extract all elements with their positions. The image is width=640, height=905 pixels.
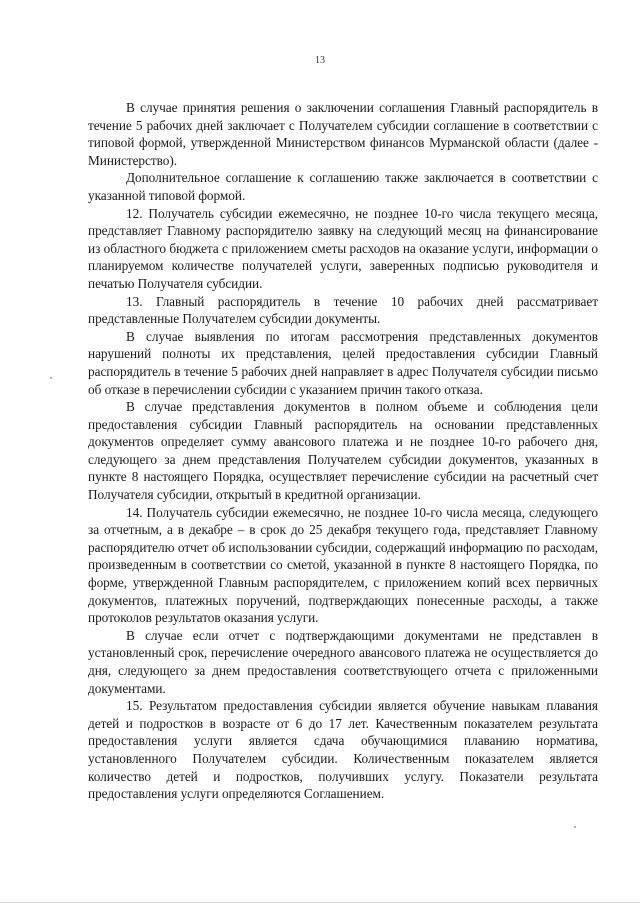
paragraph-additional-agreement: Дополнительное соглашение к соглашению также заключается в соответствии с указанной типовой формой. [88, 170, 598, 203]
paragraph-clause-15: 15. Результатом предоставления субсидии является обучение навыкам плавания детей и подростков в возрасте от 6 до 17 лет. Качественным показателем результата предоставления услуги является сдача обучающимися плаванию норматива, установленного Получателем субсидии. Количественным показателем является количество детей и подростков, получивших услугу. Показатели результата предоставления услуги определяются Соглашением. [88, 698, 598, 802]
paragraph-clause-12: 12. Получатель субсидии ежемесячно, не позднее 10-го числа текущего месяца, представляет Главному распорядителю заявку на следующий месяц на финансирование из областного бюджета с приложением сметы расходов на оказание услуги, информации о планируемом количестве получателей услуги, заверенных подписью руководителя и печатью Получателя субсидии. [88, 205, 598, 291]
document-body [88, 99, 598, 803]
scan-edge-line [0, 902, 640, 903]
paragraph-clause-13: 13. Главный распорядитель в течение 10 рабочих дней рассматривает представленные Получателем субсидии документы. [88, 293, 598, 327]
paragraph-clause-14: 14. Получатель субсидии ежемесячно, не позднее 10-го числа месяца, следующего за отчетным, а в декабре – в срок до 25 декабря текущего года, представляет Главному распорядителю отчет об использовании субсидии, содержащий информацию по расходам, произведенным в соответствии со сметой, указанной в пункте 8 настоящего Порядка, по форме, утвержденной Главным распорядителем, с приложением копий всех первичных документов, платежных поручений, подтверждающих понесенные расходы, а также протоколов результатов оказания услуги. [88, 504, 598, 626]
paragraph-refusal: В случае выявления по итогам рассмотрения представленных документов нарушений полноты их представления, целей предоставления субсидии Главный распорядитель в течение 5 рабочих дней направляет в адрес Получателя субсидии письмо об отказе в перечислении субсидии с указанием причин такого отказа. [88, 328, 598, 397]
scan-speck [50, 377, 52, 379]
paragraph-report-missing: В случае если отчет с подтверждающими документами не представлен в установленный срок, перечисление очередного авансового платежа не осуществляется до дня, следующего за днем предоставления соответствующего отчета с приложенными документами. [88, 627, 598, 696]
scan-speck [574, 826, 576, 828]
page-number: 13 [315, 55, 325, 66]
paragraph-advance-payment: В случае представления документов в полном объеме и соблюдения цели предоставления субсидии Главный распорядитель на основании представленных документов определяет сумму авансового платежа и не позднее 10-го рабочего дня, следующего за днем представления Получателем субсидии документов, указанных в пункте 8 настоящего Порядка, осуществляет перечисление субсидии на расчетный счет Получателя субсидии, открытый в кредитной организации. [88, 399, 598, 503]
paragraph-agreement-conclusion: В случае принятия решения о заключении соглашения Главный распорядитель в течение 5 рабочих дней заключает с Получателем субсидии соглашение в соответствии с типовой формой, утвержденной Министерством финансов Мурманской области (далее - Министерство). [88, 100, 598, 168]
